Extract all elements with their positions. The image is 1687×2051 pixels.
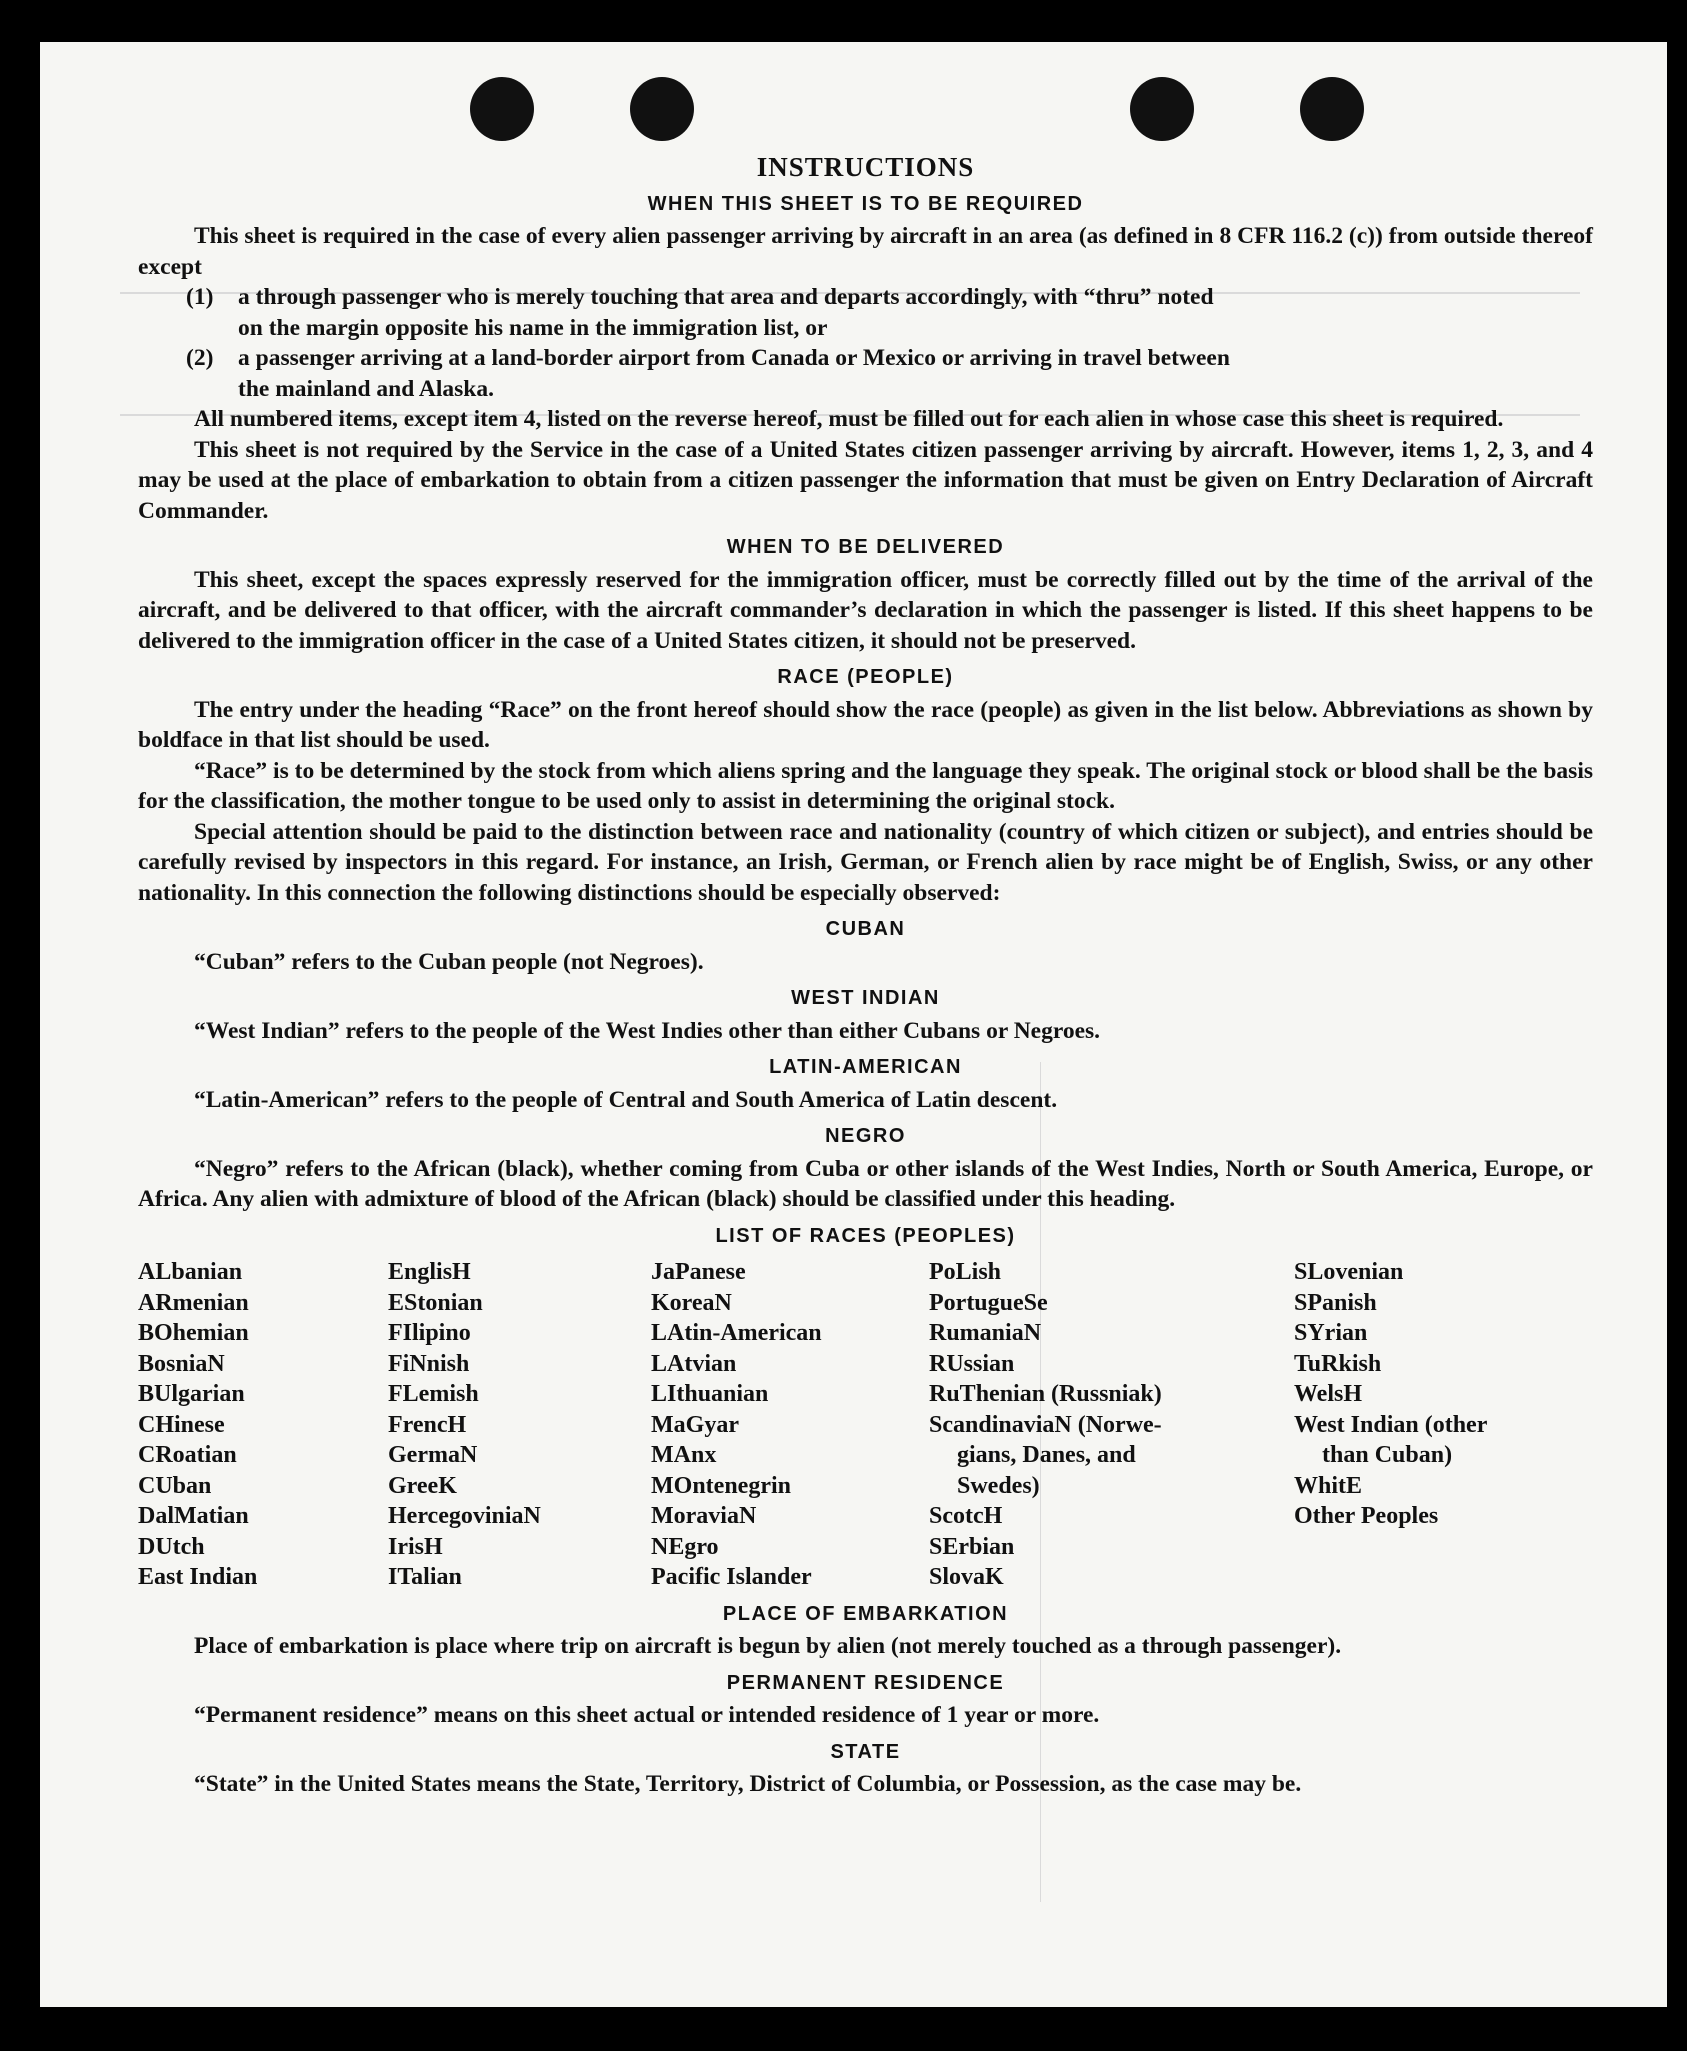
definition-text: “West Indian” refers to the people of the West Indies other than either Cubans or Negroes.	[194, 1017, 1101, 1044]
paragraph: This sheet, except the spaces expressly reserved for the immigration officer, must be correctly filled out by the time of the arrival of the aircraft, and be delivered to that officer, with the aircraft commander’s declaration in which the passenger is listed. If this sheet happens to be delivered to the immigration officer in the case of a United States citizen, it should not be preserved.	[138, 566, 1593, 654]
item-text-continued: the mainland and Alaska.	[238, 375, 494, 402]
race-entry: CRoatian	[138, 1442, 237, 1468]
race-entry: MAnx	[651, 1442, 717, 1468]
race-entry: East Indian	[138, 1564, 258, 1590]
race-entry: MoraviaN	[651, 1503, 757, 1529]
section-heading: RACE (PEOPLE)	[777, 666, 954, 688]
instructions-body	[138, 148, 1593, 1800]
paragraph: “Permanent residence” means on this sheet actual or intended residence of 1 year or more.	[194, 1702, 1100, 1728]
race-entry: NEgro	[651, 1533, 719, 1560]
definition-text: “Latin-American” refers to the people of Central and South America of Latin descent.	[194, 1086, 1058, 1113]
section-heading: PERMANENT RESIDENCE	[726, 1671, 1005, 1694]
races-column	[388, 1257, 651, 1593]
item-text: a through passenger who is merely touching that area and departs accordingly, with “thru” noted	[238, 284, 1214, 310]
race-entry: DalMatian	[138, 1503, 249, 1529]
document-page	[40, 42, 1667, 2007]
race-entry: GermaN	[388, 1442, 478, 1468]
paragraph: This sheet is required in the case of every alien passenger arriving by aircraft in an area (as defined in 8 CFR 116.2 (c)) from outside thereof except	[138, 223, 1593, 280]
punch-hole	[630, 77, 694, 141]
race-entry: BosniaN	[138, 1350, 225, 1377]
race-entry: EnglisH	[388, 1259, 471, 1285]
races-column	[1294, 1257, 1574, 1593]
race-entry: WhitE	[1294, 1472, 1363, 1499]
definition-heading: CUBAN	[825, 918, 906, 940]
item-text-continued: on the margin opposite his name in the immigration list, or	[238, 314, 828, 341]
race-entry: JaPanese	[651, 1259, 746, 1285]
race-entry: FrencH	[388, 1411, 467, 1438]
section-heading: WHEN TO BE DELIVERED	[726, 536, 1005, 558]
race-entry: FIlipino	[388, 1320, 471, 1346]
race-entry: RumaniaN	[929, 1320, 1042, 1346]
race-entry: MOntenegrin	[651, 1472, 791, 1499]
item-number: (2)	[186, 345, 214, 371]
race-entry: RUssian	[929, 1350, 1015, 1377]
race-entry: LIthuanian	[651, 1381, 769, 1407]
race-entry: ITalian	[388, 1564, 462, 1590]
race-entry: BUlgarian	[138, 1381, 245, 1407]
race-entry: SlovaK	[929, 1564, 1004, 1590]
race-entry: IrisH	[388, 1533, 443, 1560]
paragraph: Special attention should be paid to the distinction between race and nationality (country of which citizen or subject), and entries should be carefully revised by inspectors in this regard. For instance, an Irish, German, or French alien by race might be of English, Swiss, or any other nationality. In this connection the following distinctions should be especially observed:	[138, 818, 1593, 906]
race-entry: Pacific Islander	[651, 1564, 812, 1590]
race-entry: TuRkish	[1294, 1350, 1382, 1377]
race-entry: HercegoviniaN	[388, 1503, 541, 1529]
section-heading: STATE	[830, 1740, 901, 1763]
section-heading: WHEN THIS SHEET IS TO BE REQUIRED	[647, 192, 1084, 215]
race-entry: SPanish	[1294, 1289, 1377, 1316]
section-heading: LIST OF RACES (PEOPLES)	[715, 1224, 1016, 1247]
definition-heading: WEST INDIAN	[791, 987, 940, 1009]
race-entry: Other Peoples	[1294, 1503, 1439, 1529]
race-entry: ALbanian	[138, 1259, 243, 1285]
list-item	[138, 282, 1593, 313]
paragraph: “State” in the United States means the State, Territory, District of Columbia, or Possession, as the case may be.	[194, 1771, 1302, 1797]
race-entry: EStonian	[388, 1289, 483, 1316]
race-entry: WelsH	[1294, 1381, 1363, 1407]
race-entry: FiNnish	[388, 1350, 470, 1377]
race-entry: PoLish	[929, 1259, 1002, 1285]
definition-heading: NEGRO	[825, 1125, 906, 1147]
race-entry: PortugueSe	[929, 1289, 1048, 1316]
section-heading: PLACE OF EMBARKATION	[722, 1602, 1009, 1625]
definition-heading: LATIN-AMERICAN	[769, 1056, 962, 1078]
race-entry: LAtvian	[651, 1350, 737, 1377]
race-entry-continued: gians, Danes, and	[957, 1442, 1136, 1468]
race-entry: BOhemian	[138, 1320, 249, 1346]
race-entry: West Indian (other	[1294, 1411, 1488, 1438]
race-entry: FLemish	[388, 1381, 479, 1407]
paragraph: The entry under the heading “Race” on the front hereof should show the race (people) as given in the list below. Abbreviations as shown by boldface in that list should be used.	[138, 696, 1593, 753]
races-column	[138, 1257, 388, 1593]
race-entry: CHinese	[138, 1411, 225, 1438]
page-title: INSTRUCTIONS	[756, 152, 975, 182]
paragraph: Place of embarkation is place where trip on aircraft is begun by alien (not merely touched as a through passenger).	[194, 1633, 1342, 1659]
race-entry: ARmenian	[138, 1289, 249, 1316]
race-entry: SErbian	[929, 1533, 1015, 1560]
race-entry: DUtch	[138, 1533, 205, 1560]
race-entry: MaGyar	[651, 1411, 739, 1438]
punch-hole	[470, 77, 534, 141]
punch-hole	[1130, 77, 1194, 141]
definition-text: “Cuban” refers to the Cuban people (not Negroes).	[194, 948, 704, 975]
race-entry: LAtin-American	[651, 1320, 822, 1346]
race-entry-continued: than Cuban)	[1322, 1442, 1453, 1468]
races-column	[929, 1257, 1294, 1593]
race-entry: CUban	[138, 1472, 212, 1499]
race-entry-continued: Swedes)	[957, 1472, 1040, 1499]
races-column	[651, 1257, 929, 1593]
race-entry: ScandinaviaN (Norwe-	[929, 1411, 1162, 1438]
race-entry: GreeK	[388, 1472, 457, 1499]
paragraph: All numbered items, except item 4, listed on the reverse hereof, must be filled out for each alien in whose case this sheet is required.	[194, 406, 1504, 432]
definition-text: “Negro” refers to the African (black), whether coming from Cuba or other islands of the West Indies, North or South America, Europe, or Africa. Any alien with admixture of blood of the African (black) should be classified under this heading.	[138, 1155, 1593, 1212]
paragraph: “Race” is to be determined by the stock from which aliens spring and the language they speak. The original stock or blood shall be the basis for the classification, the mother tongue to be used only to assist in determining the original stock.	[138, 757, 1593, 814]
race-entry: ScotcH	[929, 1503, 1003, 1529]
race-entry: SLovenian	[1294, 1259, 1404, 1285]
punch-hole	[1300, 77, 1364, 141]
race-entry: RuThenian (Russniak)	[929, 1381, 1162, 1407]
race-entry: SYrian	[1294, 1320, 1368, 1346]
item-number: (1)	[186, 284, 214, 310]
list-item	[138, 343, 1593, 374]
races-list	[138, 1257, 1593, 1593]
item-text: a passenger arriving at a land-border airport from Canada or Mexico or arriving in travel between	[238, 345, 1230, 371]
race-entry: KoreaN	[651, 1289, 732, 1316]
paragraph: This sheet is not required by the Service in the case of a United States citizen passenger arriving by aircraft. However, items 1, 2, 3, and 4 may be used at the place of embarkation to obtain from a citizen passenger the information that must be given on Entry Declaration of Aircraft Commander.	[138, 436, 1593, 524]
